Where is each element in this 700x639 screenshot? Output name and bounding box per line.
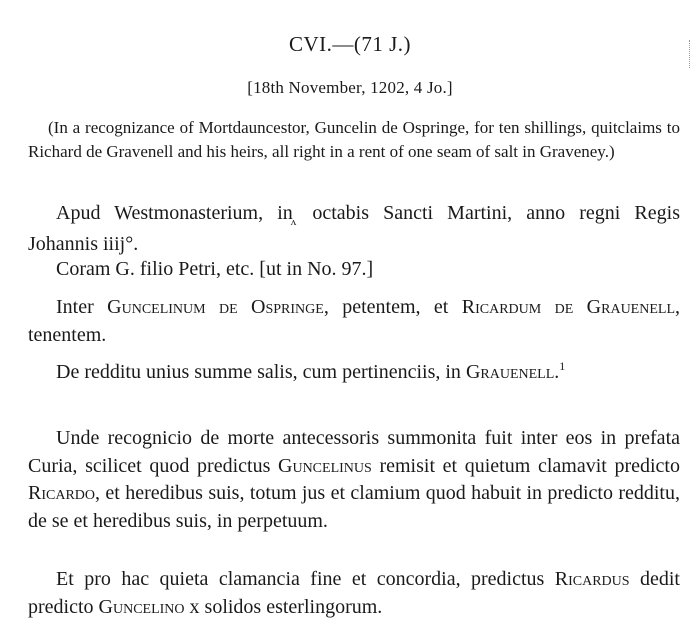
text-run: x solidos esterlingorum. (184, 595, 383, 618)
latin-paragraph-recognizance (28, 425, 680, 535)
latin-paragraph-subject (28, 359, 680, 387)
party-name-plaintiff: Guncelinum de Ospringe (107, 296, 324, 318)
place-name: Grauenell. (465, 361, 560, 383)
insertion-caret-mark: ʌ (290, 216, 297, 228)
text-run: De redditu unius summe salis, cum pertinenciis, in (56, 361, 466, 383)
english-summary: (In a recognizance of Mortdauncestor, Guncelin de Ospringe, for ten shillings, quitclaims to Richard de Gravenell and his heirs, all right in a rent of one seam of salt in Graveney.) (28, 118, 680, 161)
text-run: remisit et quietum clamavit predicto (371, 454, 680, 477)
text-run: , petentem, et (323, 296, 462, 318)
text-run: dedit predicto (28, 568, 680, 618)
party-name: Ricardo (28, 482, 96, 504)
latin-paragraph-parties (28, 294, 680, 349)
party-name: Guncelinus (278, 454, 372, 477)
party-name: Ricardus (554, 568, 630, 590)
text-run: Apud Westmonasterium, in (56, 202, 293, 224)
charter-date: [18th November, 1202, 4 Jo.] (247, 78, 453, 97)
latin-paragraph-payment (28, 566, 680, 621)
charter-heading: CVI.—(71 J.) (288, 32, 412, 56)
text-run: Inter (56, 296, 108, 318)
text-run: Unde recognicio de morte antecessoris summonita fuit inter eos in prefata Curia, scilicet quod predictus (28, 427, 680, 477)
footnote-marker: 1 (559, 359, 566, 373)
text-run: octabis Sancti Martini, anno regni Regis Johannis iiij°. (28, 202, 680, 255)
latin-paragraph-place-date (28, 200, 680, 258)
party-name-tenant: Ricardum de Grauenell (461, 296, 675, 318)
latin-paragraph-justices: Coram G. filio Petri, etc. [ut in No. 97.] (56, 258, 374, 280)
party-name: Guncelino (98, 595, 185, 618)
text-run: , et heredibus suis, totum jus et clamium quod habuit in predicto redditu, de se et heredibus suis, in perpetuum. (28, 482, 680, 532)
text-run: Et pro hac quieta clamancia fine et concordia, predictus (56, 568, 555, 590)
scan-edge-artifact (689, 40, 693, 68)
text-run: , tenentem. (28, 296, 680, 346)
